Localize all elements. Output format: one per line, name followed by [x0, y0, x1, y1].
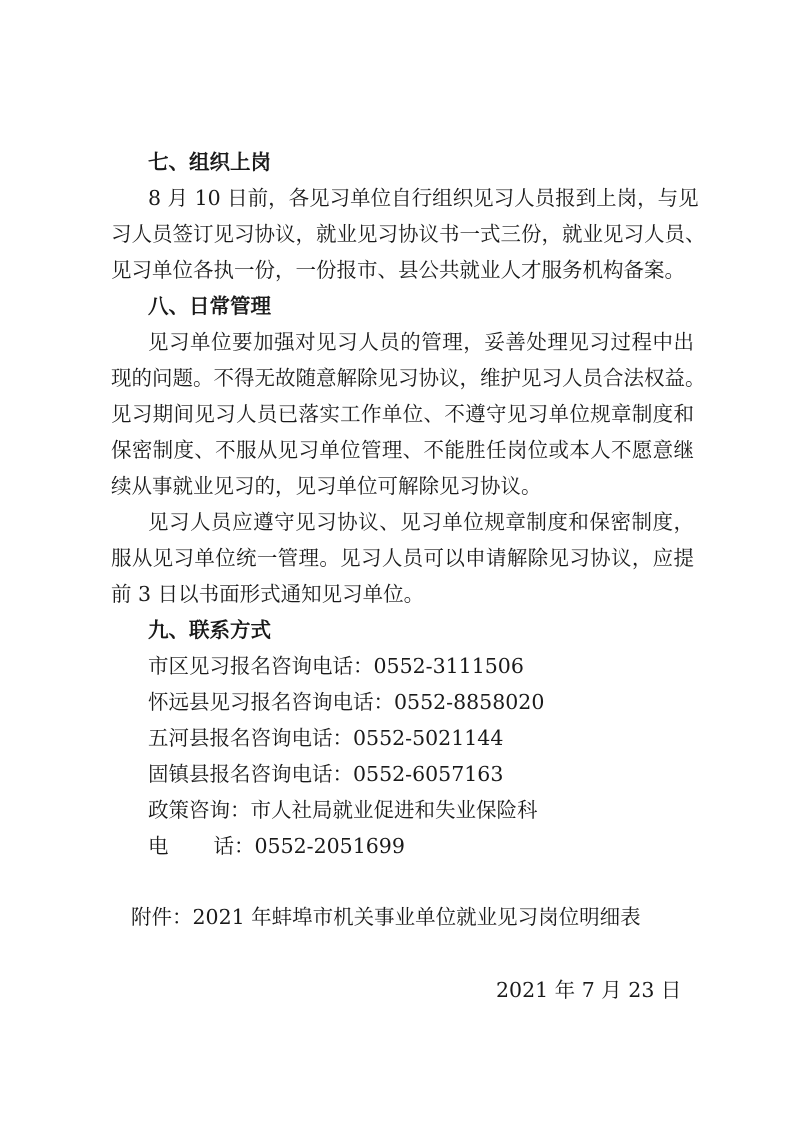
section-8-p2-line-1: 见习人员应遵守见习协议、见习单位规章制度和保密制度， [148, 510, 694, 534]
section-9-heading: 九、联系方式 [148, 618, 271, 642]
attachment-note: 附件：2021 年蚌埠市机关事业单位就业见习岗位明细表 [131, 905, 641, 929]
section-8-p1-line-3: 见习期间见习人员已落实工作单位、不遵守见习单位规章制度和 [111, 402, 694, 426]
section-8-p2-line-3: 前 3 日以书面形式通知见习单位。 [111, 582, 425, 606]
contact-telephone [148, 834, 405, 858]
section-7-heading: 七、组织上岗 [148, 150, 271, 174]
contact-policy: 政策咨询：市人社局就业促进和失业保险科 [148, 798, 538, 822]
section-8-p1-line-2: 现的问题。不得无故随意解除见习协议，维护见习人员合法权益。 [111, 366, 706, 390]
contact-guzhen: 固镇县报名咨询电话：0552-6057163 [148, 762, 504, 786]
telephone-label: 电 话 [148, 834, 234, 858]
section-8-heading: 八、日常管理 [148, 294, 271, 318]
telephone-value: ：0552-2051699 [234, 834, 405, 858]
section-8-p2-line-2: 服从见习单位统一管理。见习人员可以申请解除见习协议，应提 [111, 546, 694, 570]
document-date: 2021 年 7 月 23 日 [496, 978, 682, 1002]
section-7-line-2: 习人员签订见习协议，就业见习协议书一式三份，就业见习人员、 [111, 222, 706, 246]
section-8-p1-line-1: 见习单位要加强对见习人员的管理，妥善处理见习过程中出 [148, 330, 694, 354]
section-7-line-1: 8 月 10 日前，各见习单位自行组织见习人员报到上岗，与见 [148, 186, 699, 210]
contact-huaiyuan: 怀远县见习报名咨询电话：0552-8858020 [148, 690, 545, 714]
contact-wuhe: 五河县报名咨询电话：0552-5021144 [148, 726, 504, 750]
section-7-line-3: 见习单位各执一份，一份报市、县公共就业人才服务机构备案。 [111, 258, 685, 282]
contact-city: 市区见习报名咨询电话：0552-3111506 [148, 654, 524, 678]
section-8-p1-line-5: 续从事就业见习的，见习单位可解除见习协议。 [111, 474, 542, 498]
section-8-p1-line-4: 保密制度、不服从见习单位管理、不能胜任岗位或本人不愿意继 [111, 438, 694, 462]
